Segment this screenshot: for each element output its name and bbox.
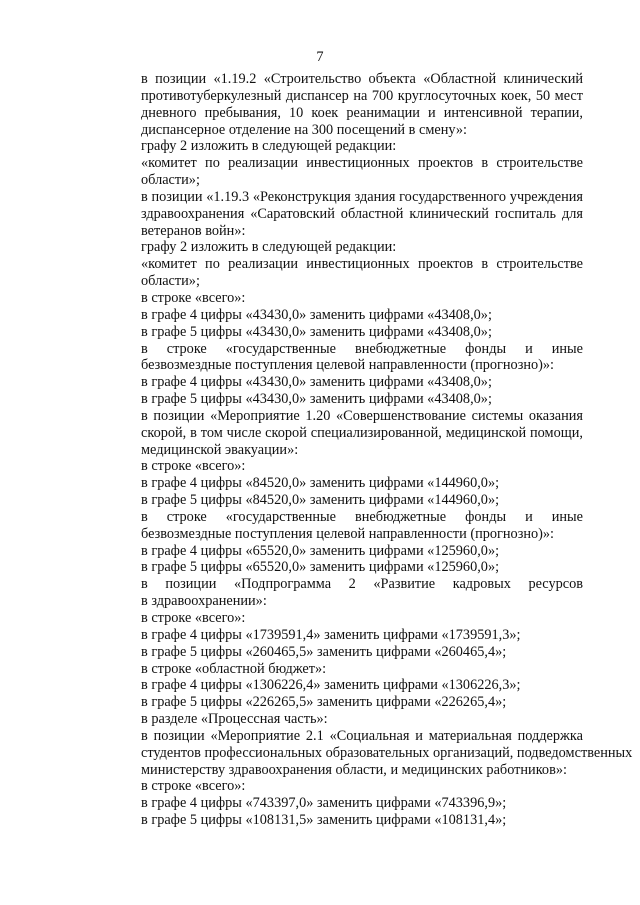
paragraph [105,374,583,391]
text-line: в позиции «1.19.2 «Строительство объекта «Областной клинический [141,71,583,87]
text-line: в графе 5 цифры «43430,0» заменить цифрами «43408,0»; [141,391,492,408]
text-line: в графе 5 цифры «84520,0» заменить цифрами «144960,0»; [141,492,500,509]
paragraph [105,408,583,459]
text-line: в строке «государственные внебюджетные фонды и иные [141,508,583,525]
paragraph [105,239,583,256]
paragraph [105,543,583,560]
text-line: в строке «всего»: [141,778,246,795]
paragraph [105,71,583,138]
text-line: в строке «государственные внебюджетные фонды и иные [141,340,583,357]
paragraph [105,391,583,408]
text-line: «комитет по реализации инвестиционных проектов в строительстве [141,155,583,172]
paragraph [105,661,583,678]
text-line: в графе 5 цифры «260465,5» заменить цифрами «260465,4»; [141,643,507,660]
text-line: диспансерное отделение на 300 посещений в смену»: [141,121,468,138]
paragraph [105,711,583,728]
text-line: в графе 4 цифры «743397,0» заменить цифрами «743396,9»; [141,795,507,812]
paragraph [105,727,633,779]
text-line: в графе 5 цифры «43430,0» заменить цифрами «43408,0»; [141,323,492,340]
text-line: в строке «областной бюджет»: [141,660,327,677]
paragraph [105,795,583,812]
text-line: в строке «всего»: [141,610,246,626]
paragraph [105,610,583,627]
text-line: в графе 4 цифры «1739591,4» заменить цифрами «1739591,3»; [141,626,521,643]
text-line: в строке «всего»: [141,458,246,475]
text-line: дневного пребывания, 10 коек реанимации и интенсивной терапии, [141,104,583,121]
paragraph [105,458,583,475]
document-body [105,71,633,829]
text-line: в разделе «Процессная часть»: [141,711,328,728]
text-line: в графе 4 цифры «1306226,4» заменить цифрами «1306226,3»; [141,677,521,694]
paragraph [105,256,583,290]
paragraph [105,627,583,644]
text-line: в графе 5 цифры «65520,0» заменить цифрами «125960,0»; [141,559,500,576]
text-line: здравоохранения «Саратовский областной клинический госпиталь для [141,205,583,222]
paragraph [105,290,583,307]
text-line: в графе 4 цифры «65520,0» заменить цифрами «125960,0»; [141,542,500,559]
text-line: министерству здравоохранения области, и медицинских работников»: [141,761,567,778]
paragraph [105,644,583,661]
paragraph [105,778,583,795]
paragraph [105,189,583,240]
text-line: в позиции «Подпрограмма 2 «Развитие кадровых ресурсов [141,576,583,593]
text-line: в графе 5 цифры «108131,5» заменить цифрами «108131,4»; [141,812,507,829]
paragraph [105,138,583,155]
text-line: области»; [141,273,200,290]
paragraph [105,341,583,375]
paragraph [105,307,583,324]
text-line: графу 2 изложить в следующей редакции: [141,239,397,256]
text-line: безвозмездные поступления целевой направленности (прогнозно)»: [141,357,555,374]
text-line: в позиции «Мероприятие 1.20 «Совершенствование системы оказания [141,407,583,424]
text-line: в графе 4 цифры «43430,0» заменить цифрами «43408,0»; [141,306,492,323]
text-line: противотуберкулезный диспансер на 700 круглосуточных коек, 50 мест [141,87,583,104]
page-number: 7 [316,49,324,65]
text-line: в графе 5 цифры «226265,5» заменить цифрами «226265,4»; [141,694,507,711]
text-line: в графе 4 цифры «43430,0» заменить цифрами «43408,0»; [141,374,492,391]
paragraph [105,475,583,492]
text-line: безвозмездные поступления целевой направленности (прогнозно)»: [141,525,555,542]
paragraph [105,576,583,610]
paragraph [105,324,583,341]
text-line: области»; [141,172,200,189]
paragraph [105,155,583,189]
paragraph [105,559,583,576]
text-line: медицинской эвакуации»: [141,441,299,458]
text-line: в позиции «Мероприятие 2.1 «Социальная и материальная поддержка [141,727,583,744]
paragraph [105,812,583,829]
text-line: в позиции «1.19.3 «Реконструкция здания государственного учреждения [141,188,583,205]
text-line: в здравоохранении»: [141,593,267,610]
paragraph [105,509,583,543]
paragraph [105,492,583,509]
text-line: графу 2 изложить в следующей редакции: [141,138,397,155]
paragraph [105,677,583,694]
text-line: ветеранов войн»: [141,222,246,239]
paragraph [105,694,583,711]
text-line: скорой, в том числе скорой специализированной, медицинской помощи, [141,424,583,441]
text-line: в строке «всего»: [141,289,246,306]
text-line: студентов профессиональных образовательных организаций, подведомственных [141,744,633,761]
text-line: «комитет по реализации инвестиционных проектов в строительстве [141,256,583,273]
text-line: в графе 4 цифры «84520,0» заменить цифрами «144960,0»; [141,475,500,492]
